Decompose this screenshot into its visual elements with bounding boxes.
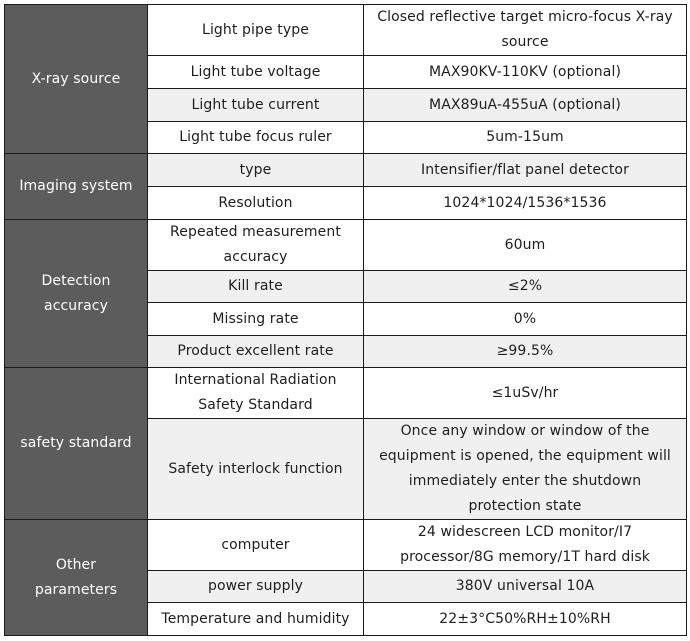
row-value: MAX90KV-110KV (optional)	[364, 56, 687, 89]
row-label: Light tube voltage	[148, 56, 364, 89]
row-value: ≤2%	[364, 271, 687, 303]
row-value: ≥99.5%	[364, 336, 687, 368]
row-value: Once any window or window of the equipment is opened, the equipment will immediately enter the shutdown protection state	[364, 419, 687, 520]
row-value: 1024*1024/1536*1536	[364, 187, 687, 220]
row-label: type	[148, 154, 364, 187]
row-label: Light tube focus ruler	[148, 122, 364, 154]
row-label: Repeated measurement accuracy	[148, 220, 364, 271]
row-label: Kill rate	[148, 271, 364, 303]
row-value: 5um-15um	[364, 122, 687, 154]
row-value: 60um	[364, 220, 687, 271]
row-label: International Radiation Safety Standard	[148, 368, 364, 419]
spec-table	[4, 4, 687, 636]
row-label: Product excellent rate	[148, 336, 364, 368]
group-xray-source: X-ray source	[5, 5, 148, 154]
row-label: power supply	[148, 571, 364, 603]
row-value: 0%	[364, 303, 687, 336]
group-imaging-system: Imaging system	[5, 154, 148, 220]
row-value: 380V universal 10A	[364, 571, 687, 603]
row-value: 24 widescreen LCD monitor/I7 processor/8G memory/1T hard disk	[364, 520, 687, 571]
row-label: Light tube current	[148, 89, 364, 122]
row-label: Safety interlock function	[148, 419, 364, 520]
row-label: Missing rate	[148, 303, 364, 336]
group-detection-accuracy: Detection accuracy	[5, 220, 148, 368]
row-label: Temperature and humidity	[148, 603, 364, 636]
group-safety-standard: safety standard	[5, 368, 148, 520]
row-label: Resolution	[148, 187, 364, 220]
row-label: computer	[148, 520, 364, 571]
group-other-parameters: Other parameters	[5, 520, 148, 636]
row-label: Light pipe type	[148, 5, 364, 56]
row-value: Intensifier/flat panel detector	[364, 154, 687, 187]
row-value: Closed reflective target micro-focus X-ray source	[364, 5, 687, 56]
row-value: 22±3°C50%RH±10%RH	[364, 603, 687, 636]
row-value: MAX89uA-455uA (optional)	[364, 89, 687, 122]
row-value: ≤1uSv/hr	[364, 368, 687, 419]
